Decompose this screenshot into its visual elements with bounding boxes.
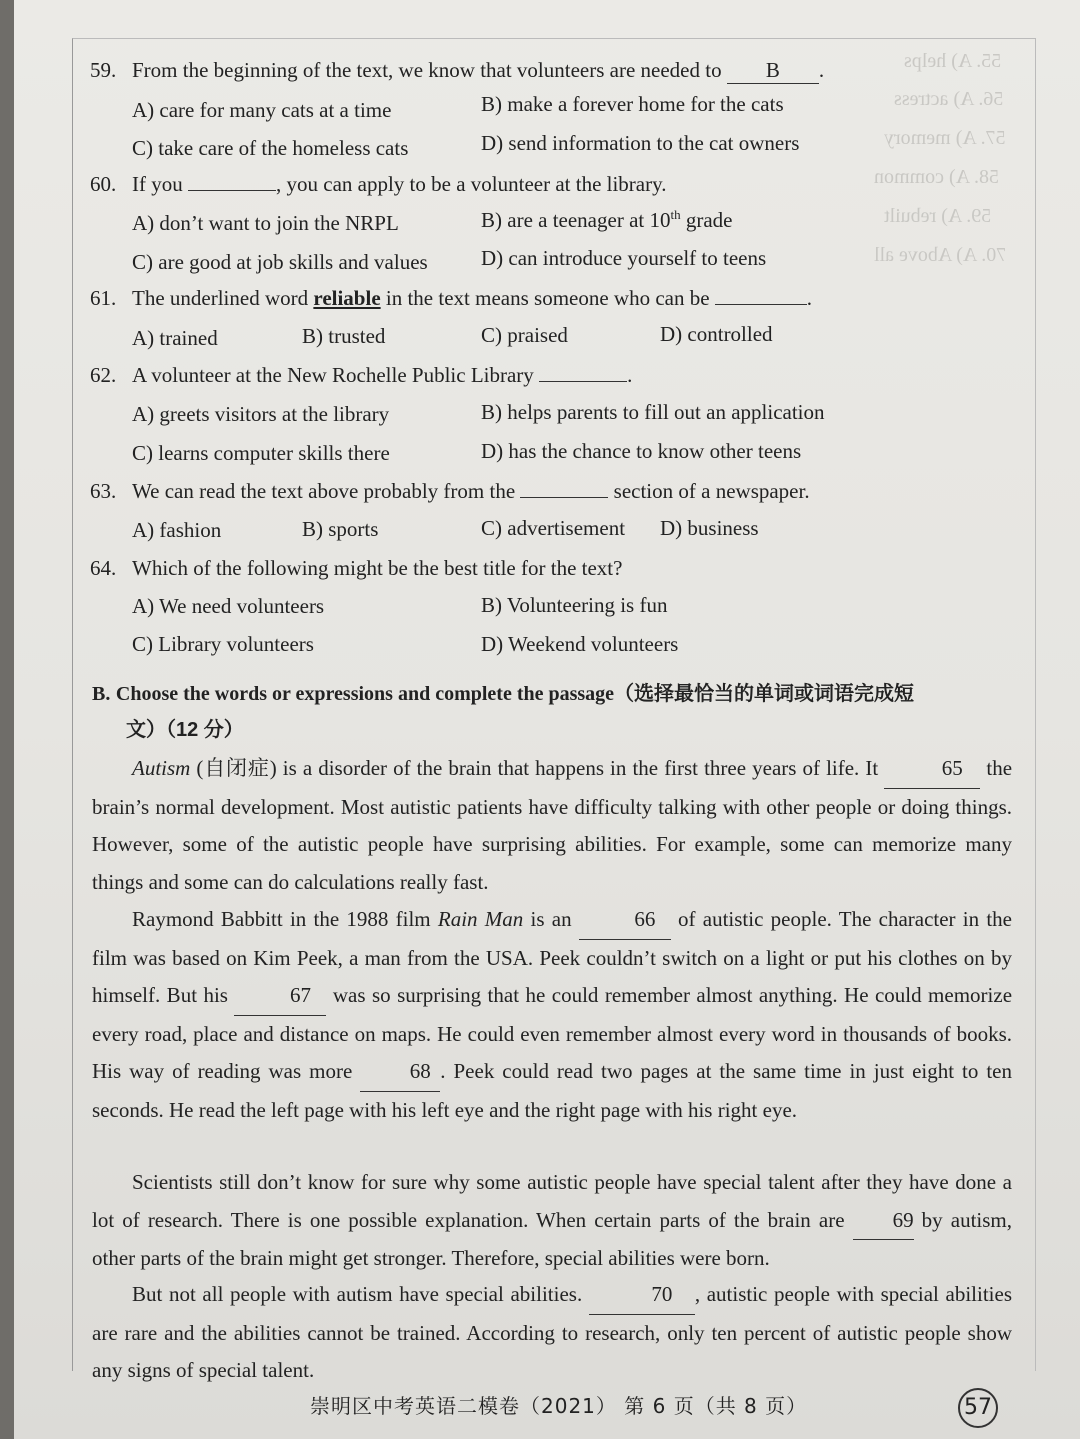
stem-end: .	[818, 58, 825, 82]
option-b: B) are a teenager at 10th grade	[481, 207, 733, 232]
blank-65: 65	[884, 750, 980, 789]
blank-68: 68	[360, 1053, 440, 1092]
question-59	[90, 58, 824, 84]
section-instruction: Choose the words or expressions and complete the passage（选择最恰当的单词或词语完成短	[115, 683, 915, 705]
question-64	[90, 556, 622, 581]
question-stem: If you	[132, 172, 183, 196]
option-a: A) greets visitors at the library	[132, 402, 390, 426]
option-d: D) business	[660, 516, 759, 540]
section-b-heading	[92, 676, 1012, 748]
page-number-badge: 57	[958, 1388, 998, 1428]
film-title: Rain Man	[437, 907, 524, 931]
option-d: D) can introduce yourself to teens	[481, 246, 767, 270]
paragraph-text: by autism, other parts of the brain might get stronger. Therefore, special abilities were born.	[92, 1207, 1012, 1270]
question-number: 59.	[90, 58, 117, 82]
option-b: B) trusted	[302, 324, 386, 348]
option-b: B) Volunteering is fun	[481, 593, 668, 617]
question-number: 63.	[90, 479, 117, 503]
paragraph-text: the brain’s normal development. Most autistic patients have difficulty talking with other people or doing things. However, some of the autistic people have surprising abilities. For example, some can memorize many things and some can do calculations really fast.	[92, 756, 1013, 894]
term-autism: Autism	[132, 756, 191, 780]
show-through-text: 57. A) memory	[884, 127, 1006, 149]
stem-end: section of a newspaper.	[613, 479, 810, 503]
paragraph-text: (自闭症) is a disorder of the brain that happens in the first three years of life. It	[196, 756, 879, 780]
show-through-text: 56. A) actress	[894, 88, 1004, 110]
question-60	[90, 172, 667, 197]
show-through-text: 58. A) common	[874, 166, 999, 188]
option-c: C) are good at job skills and values	[132, 250, 428, 274]
option-d: D) send information to the cat owners	[481, 131, 800, 155]
question-number: 60.	[90, 172, 117, 196]
section-instruction-cont: 文）（12 分）	[126, 719, 244, 741]
option-a: A) care for many cats at a time	[132, 98, 392, 122]
blank-66: 66	[579, 901, 671, 940]
paragraph-text: Raymond Babbitt in the 1988 film	[132, 907, 431, 931]
question-stem: We can read the text above probably from the	[132, 479, 516, 503]
show-through-text: 55. A) helps	[904, 50, 1002, 72]
stem-end: .	[806, 286, 813, 310]
option-d: D) Weekend volunteers	[481, 632, 679, 656]
answer-blank	[539, 381, 627, 382]
option-a: A) fashion	[132, 518, 222, 542]
page-footer: 崇明区中考英语二模卷（2021） 第 6 页（共 8 页）	[310, 1394, 808, 1418]
blank-70: 70	[589, 1276, 695, 1315]
paragraph-text: is an	[530, 907, 572, 931]
ordinal-suffix: th	[670, 207, 681, 222]
option-b: B) make a forever home for the cats	[481, 92, 784, 116]
question-63	[90, 479, 810, 504]
option-c: C) praised	[481, 323, 568, 347]
paragraph-text: . Peek could read two pages at the same time in just eight to ten seconds. He read the left page with his left eye and the right page with his right eye.	[92, 1059, 1013, 1122]
option-c: C) learns computer skills there	[132, 441, 390, 465]
option-c: C) take care of the homeless cats	[132, 136, 409, 160]
section-label: B.	[92, 683, 111, 705]
option-a: A) trained	[132, 326, 218, 350]
blank-67: 67	[234, 977, 326, 1016]
question-number: 61.	[90, 286, 117, 310]
paragraph-text: But not all people with autism have special abilities.	[132, 1282, 583, 1306]
passage-paragraph-1	[92, 750, 1012, 901]
underlined-word: reliable	[313, 286, 381, 310]
option-b: B) helps parents to fill out an application	[481, 400, 825, 424]
answer-blank: B	[727, 58, 819, 84]
question-stem: A volunteer at the New Rochelle Public Library	[132, 363, 534, 387]
question-61	[90, 286, 812, 311]
passage-paragraph-3	[92, 1164, 1012, 1278]
option-d: D) has the chance to know other teens	[481, 439, 802, 463]
option-b: B) sports	[302, 517, 379, 541]
option-c: C) Library volunteers	[132, 632, 314, 656]
option-a: A) We need volunteers	[132, 594, 325, 618]
paragraph-text: of autistic people. The character in the film was based on Kim Peek, a man from the USA. Peek couldn’t switch on a light or put his clothes on by himself. But his	[92, 907, 1013, 1007]
question-stem-mid: in the text means someone who can be	[385, 286, 710, 310]
passage-paragraph-4	[92, 1276, 1012, 1390]
question-number: 64.	[90, 556, 117, 580]
option-a: A) don’t want to join the NRPL	[132, 211, 399, 235]
answer-blank	[715, 304, 807, 305]
question-stem: Which of the following might be the best title for the text?	[132, 556, 623, 580]
paragraph-text: , autistic people with special abilities are rare and the abilities cannot be trained. According to research, only ten percent of autistic people show any signs of special talent.	[92, 1282, 1012, 1382]
stem-end: .	[627, 363, 633, 387]
blank-69: 69	[853, 1202, 914, 1241]
stem-end: , you can apply to be a volunteer at the library.	[276, 172, 667, 196]
question-62	[90, 363, 632, 388]
paragraph-text: was so surprising that he could remember almost anything. He could memorize every road, place and distance on maps. He could even remember almost every word in thousands of books. His way of reading was more	[92, 983, 1013, 1083]
paragraph-text: Scientists still don’t know for sure why some autistic people have special talent after they have done a lot of research. There is one possible explanation. When certain parts of the brain are	[92, 1170, 1012, 1232]
answer-blank	[188, 190, 276, 191]
show-through-text: 70. A) Above all	[874, 244, 1007, 266]
question-number: 62.	[90, 363, 117, 387]
option-d: D) controlled	[660, 322, 773, 346]
question-stem: From the beginning of the text, we know that volunteers are needed to	[132, 58, 722, 82]
option-c: C) advertisement	[481, 516, 626, 540]
passage-paragraph-2	[92, 901, 1012, 1129]
show-through-text: 59. A) rebuilt	[884, 205, 992, 227]
question-stem: The underlined word	[132, 286, 309, 310]
answer-blank	[520, 497, 608, 498]
